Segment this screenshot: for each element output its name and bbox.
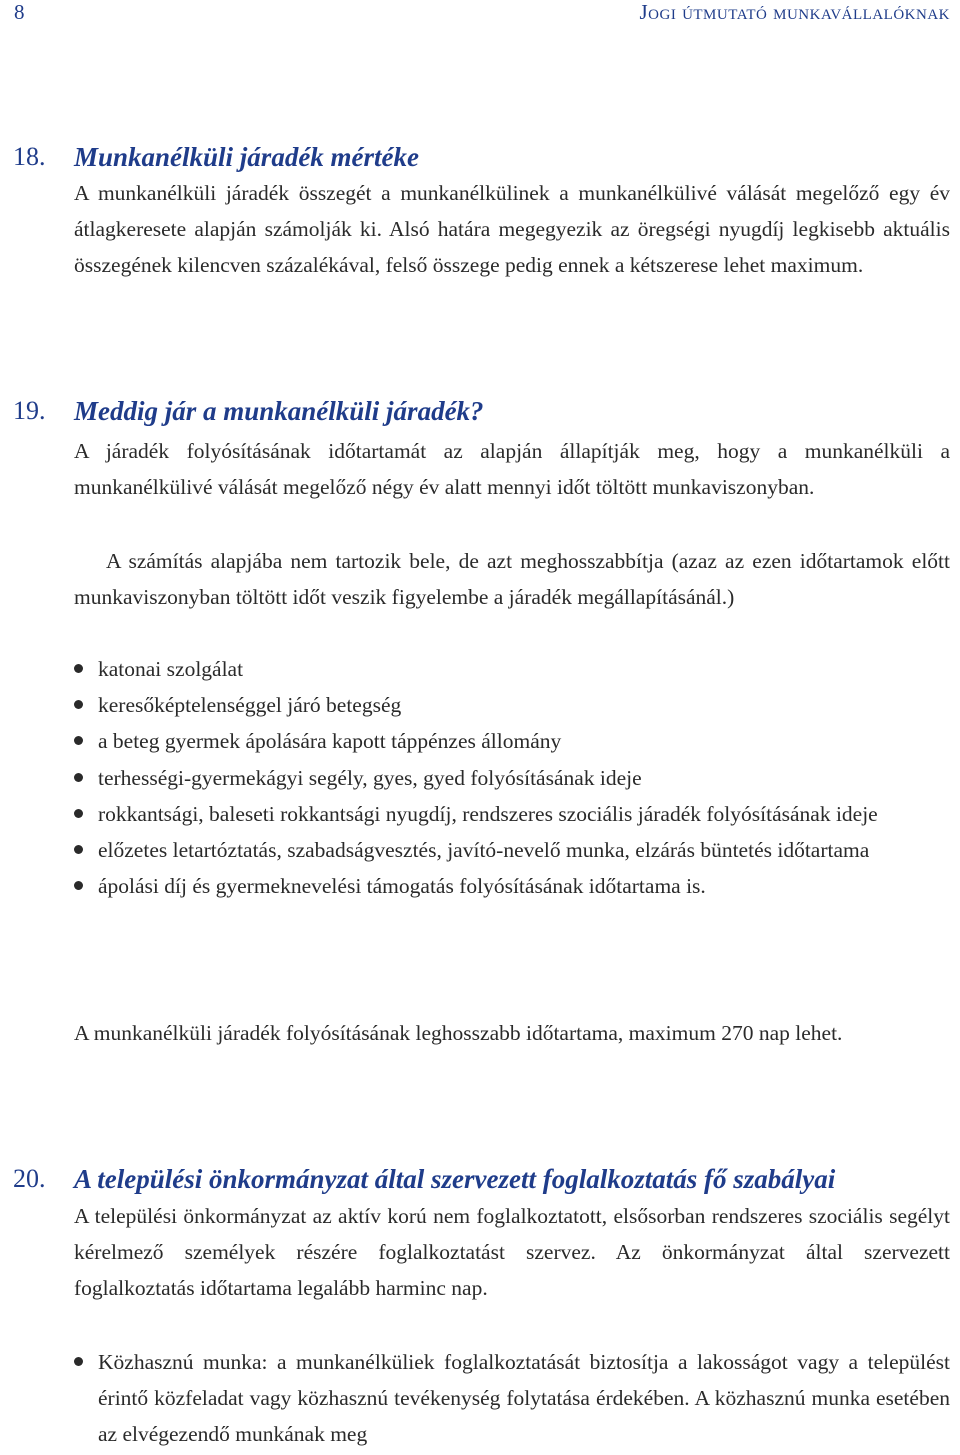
list-item xyxy=(74,796,950,832)
bullet-icon xyxy=(74,809,83,818)
section-number: 18. xyxy=(13,142,46,171)
list-item xyxy=(74,723,950,759)
bullet-icon xyxy=(74,773,83,782)
list-item-text: keresőképtelenséggel járó betegség xyxy=(98,693,402,718)
bullet-icon xyxy=(74,700,83,709)
list-item-text: rokkantsági, baleseti rokkantsági nyugdíj, rendszeres szociális járadék folyósításának ideje xyxy=(98,801,878,826)
section-number: 20. xyxy=(13,1164,46,1193)
list-item-text: terhességi-gyermekágyi segély, gyes, gyed folyósításának ideje xyxy=(98,765,642,790)
bullet-icon xyxy=(74,664,83,673)
list-item xyxy=(74,687,950,723)
section-19-bullet-list xyxy=(74,651,950,904)
list-item xyxy=(74,651,950,687)
list-item xyxy=(74,1344,950,1453)
list-item-text: a beteg gyermek ápolására kapott táppénzes állomány xyxy=(98,729,562,754)
list-item xyxy=(74,868,950,904)
list-item xyxy=(74,760,950,796)
section-20-bullet-list xyxy=(74,1344,950,1453)
section-title: Munkanélküli járadék mértéke xyxy=(74,142,420,172)
bullet-icon xyxy=(74,881,83,890)
list-item xyxy=(74,832,950,868)
list-item-text: ápolási díj és gyermeknevelési támogatás folyósításának időtartama is. xyxy=(98,874,706,899)
section-title: Meddig jár a munkanélküli járadék? xyxy=(74,396,484,426)
list-item-text: előzetes letartóztatás, szabadságvesztés, javító-nevelő munka, elzárás büntetés időtartama xyxy=(98,838,870,863)
section-number: 19. xyxy=(13,396,46,425)
bullet-icon xyxy=(74,1357,83,1366)
section-19-closing: A munkanélküli járadék folyósításának leghosszabb időtartama, maximum 270 nap lehet. xyxy=(74,1021,843,1045)
section-20-paragraph: A települési önkormányzat az aktív korú nem foglalkoztatott, elsősorban rendszeres szociális segélyt kérelmező személyek részére foglalkoztatást szervez. Az önkormányzat által szervezett foglalkoztatás időtartama legalább harminc nap. xyxy=(74,1204,950,1301)
list-item-text: Közhasznú munka: a munkanélküliek foglalkoztatását biztosítja a lakosságot vagy a települést érintő közfeladat vagy közhasznú tevékenység folytatása érdekében. A közhasznú munka esetében az elvégezendő munkának meg xyxy=(98,1350,950,1447)
bullet-icon xyxy=(74,736,83,745)
page-number: 8 xyxy=(14,0,25,24)
bullet-icon xyxy=(74,845,83,854)
section-19-paragraph-2: A számítás alapjába nem tartozik bele, de azt meghosszabbítja (azaz az ezen időtartamok előtt munkaviszonyban töltött időt veszik figyelembe a járadék megállapításánál.) xyxy=(74,549,950,610)
section-title: A települési önkormányzat által szervezett foglalkoztatás fő szabályai xyxy=(74,1164,836,1194)
running-header: Jogi útmutató munkavállalóknak xyxy=(639,0,950,24)
section-19-paragraph-1: A járadék folyósításának időtartamát az alapján állapítják meg, hogy a munkanélküli a munkanélkülivé válását megelőző négy év alatt mennyi időt töltött munkaviszonyban. xyxy=(74,439,950,500)
list-item-text: katonai szolgálat xyxy=(98,657,244,681)
section-18-paragraph: A munkanélküli járadék összegét a munkanélkülinek a munkanélkülivé válását megelőző egy év átlagkeresete alapján számolják ki. Alsó határa megegyezik az öregségi nyugdíj legkisebb aktuális összegének kilencven százalékával, felső összege pedig ennek a kétszerese lehet maximum. xyxy=(74,181,950,278)
